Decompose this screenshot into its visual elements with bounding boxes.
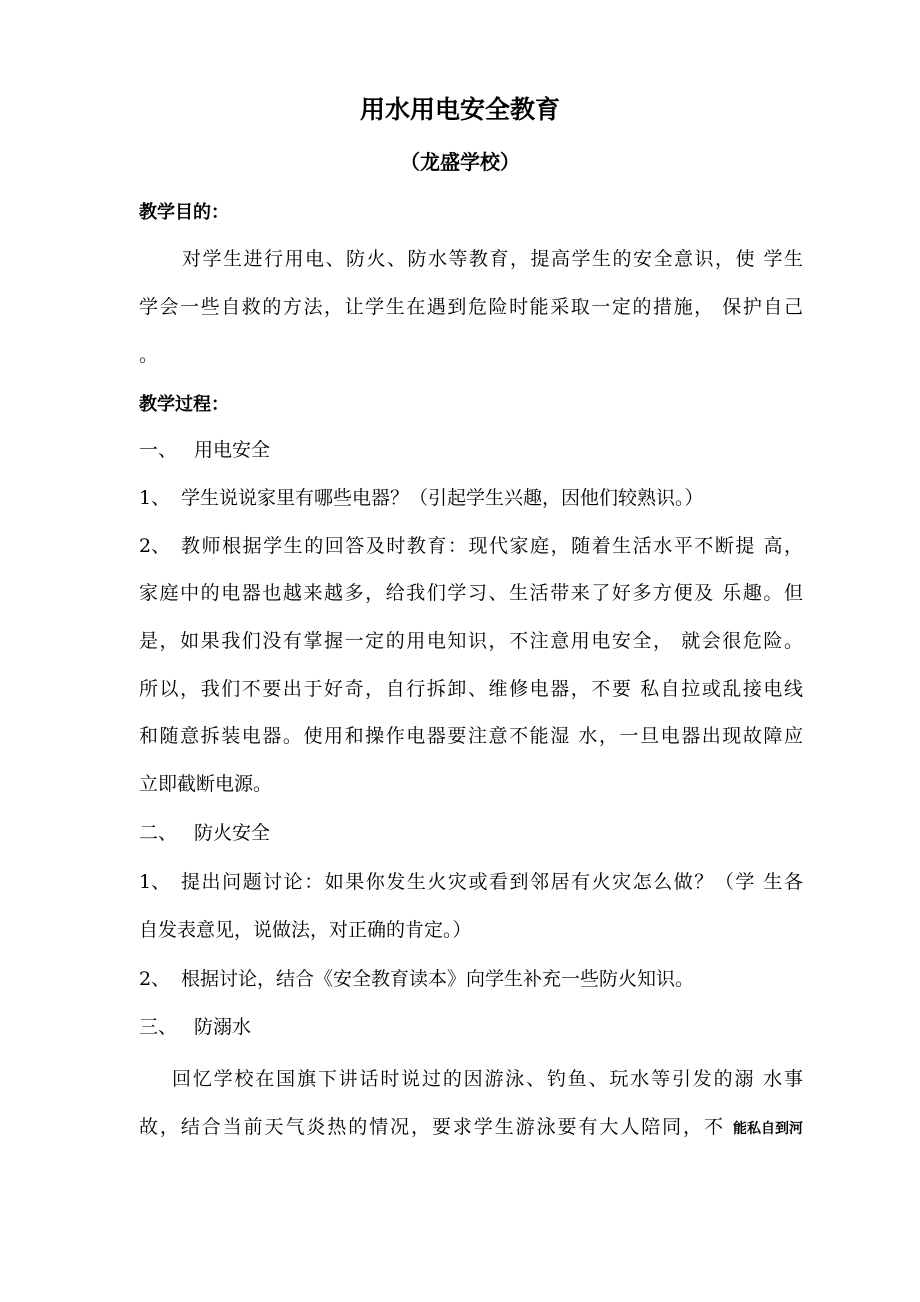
section-title: 用电安全 [194,439,271,461]
section-heading [139,1014,803,1040]
objective-line: 学会一些自救的方法，让学生在遇到危险时能采取一定的措施， 保护自己 [139,296,803,318]
section-number: 一、 [139,439,178,461]
item-text: 根据讨论，结合《安全教育读本》向学生补充一些防火知识。 [181,968,695,990]
list-item [139,869,803,895]
paragraph-text: 故，结合当前天气炎热的情况，要求学生游泳要有大人陪同，不 [139,1116,723,1138]
paragraph-line: 家庭中的电器也越来越多，给我们学习、生活带来了好多方便及 乐趣。但 [139,582,803,604]
section-heading [139,820,803,846]
item-text: 教师根据学生的回答及时教育：现代家庭，随着生活水平不断提 高， [181,535,803,557]
paragraph-line: 自发表意见，说做法，对正确的肯定。） [139,919,472,941]
list-item [139,966,803,992]
section-title: 防火安全 [194,822,271,844]
section-number: 二、 [139,822,178,844]
item-text: 提出问题讨论：如果你发生火灾或看到邻居有火灾怎么做？（学 生各 [181,871,803,893]
list-item [139,533,803,559]
objective-line: 对学生进行用电、防火、防水等教育，提高学生的安全意识，使 学生 [182,248,803,270]
item-number: 1、 [139,871,171,893]
section-title: 防溺水 [194,1016,252,1038]
paragraph-line: 回忆学校在国旗下讲话时说过的因游泳、钓鱼、玩水等引发的溺 水事 [172,1068,803,1090]
paragraph-line: 和随意拆装电器。使用和操作电器要注意不能湿 水，一旦电器出现故障应 [139,725,803,747]
item-number: 1、 [139,487,171,509]
list-item [139,485,803,511]
document-subtitle: （龙盛学校） [400,150,520,174]
item-number: 2、 [139,535,171,557]
item-number: 2、 [139,968,171,990]
section-heading [139,437,803,463]
paragraph-text-small: 能私自到河 [733,1121,803,1137]
section-number: 三、 [139,1016,178,1038]
paragraph-line [139,1114,803,1142]
process-heading: 教学过程： [139,394,229,415]
paragraph-line: 立即截断电源。 [139,773,273,795]
objective-heading: 教学目的： [139,202,229,223]
objective-line: 。 [139,344,159,366]
item-text: 学生说说家里有哪些电器？（引起学生兴趣，因他们较熟识。） [181,487,704,509]
document-title: 用水用电安全教育 [359,95,560,124]
paragraph-line: 是，如果我们没有掌握一定的用电知识，不注意用电安全， 就会很危险。 [139,630,803,652]
paragraph-line: 所以，我们不要出于好奇，自行拆卸、维修电器，不要 私自拉或乱接电线 [139,678,803,700]
